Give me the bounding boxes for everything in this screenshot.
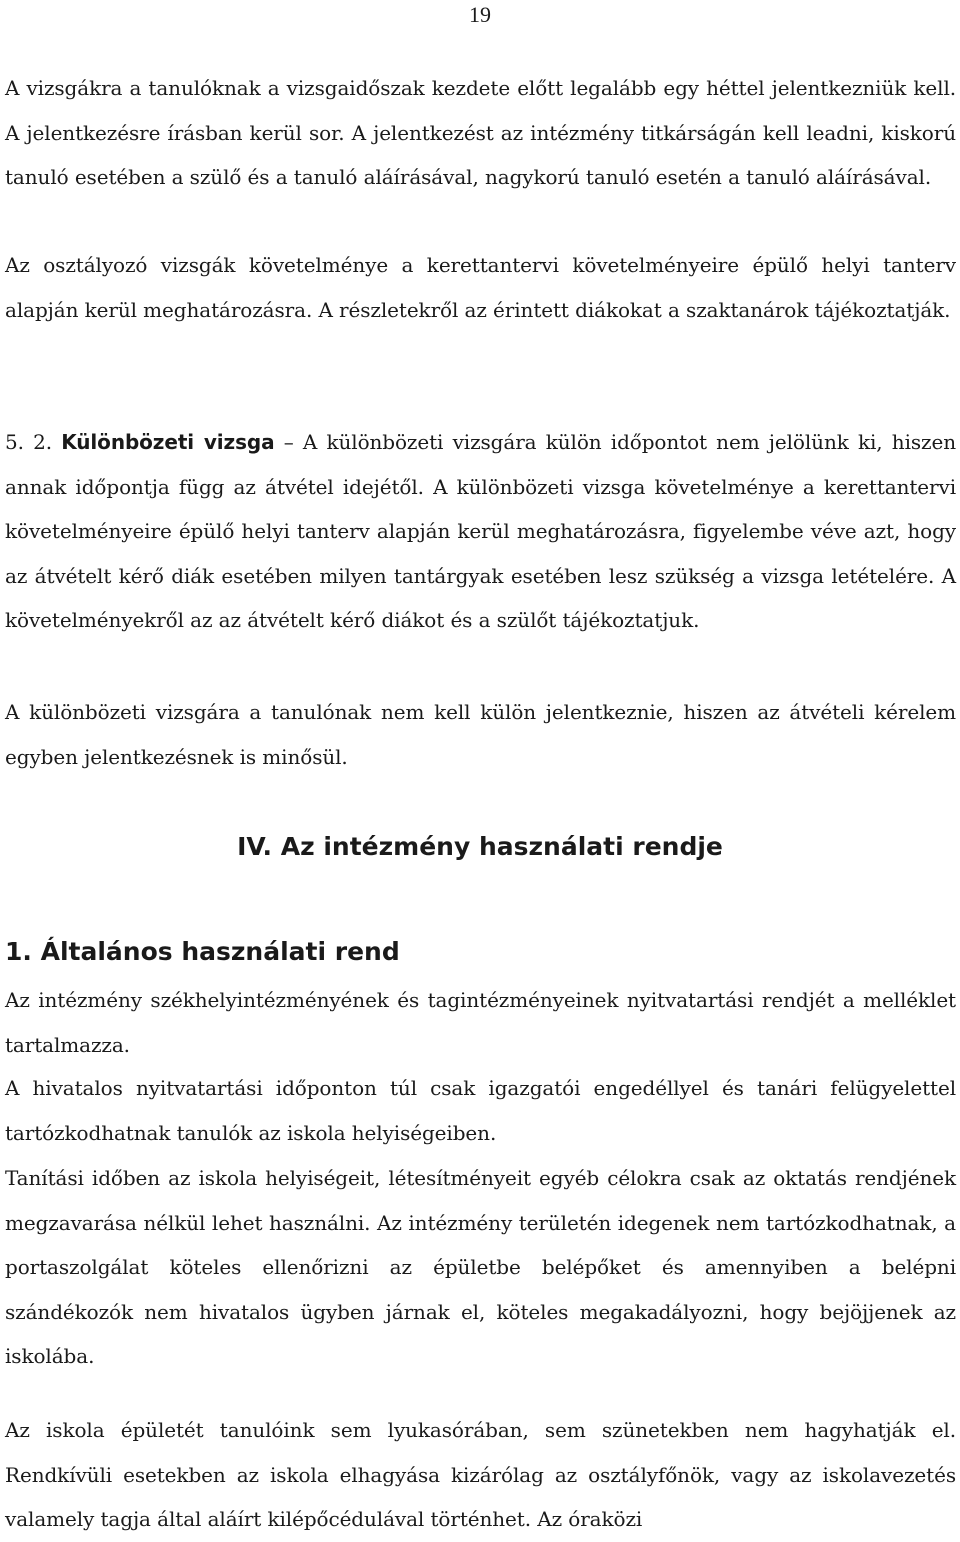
paragraph-text: Tanítási időben az iskola helyiségeit, létesítményeit egyéb célokra csak az oktatás rendjének megzavarása nélkül lehet használni. Az intézmény területén idegenek nem tartózkodhatnak, a portaszolgálat köteles ellenőrizni az épületbe belépőket és amennyiben a belépni szándékozók nem hivatalos ügyben járnak el, köteles megakadályozni, hogy bejöjjenek az iskolába. xyxy=(5,1166,956,1368)
paragraph-text: Az iskola épületét tanulóink sem lyukasórában, sem szünetekben nem hagyhatják el. Rendkívüli esetekben az iskola elhagyása kizárólag az osztályfőnök, vagy az iskolavezetés valamely tagja által aláírt kilépőcédulával történhet. Az óraközi xyxy=(5,1418,956,1531)
section-heading: 1. Általános használati rend xyxy=(5,937,400,966)
paragraph-text: A különbözeti vizsgára a tanulónak nem kell külön jelentkeznie, hiszen az átvételi kérelem egyben jelentkezésnek is minősül. xyxy=(5,700,956,769)
paragraph-difference-exam-registration xyxy=(5,690,956,779)
paragraph-exam-registration xyxy=(5,66,956,200)
chapter-heading: IV. Az intézmény használati rendje xyxy=(237,832,723,861)
page-number: 19 xyxy=(469,2,491,27)
paragraph-difference-exam xyxy=(5,420,956,643)
section-term: Különbözeti vizsga xyxy=(61,430,275,454)
paragraph-text: Az intézmény székhelyintézményének és tagintézményeinek nyitvatartási rendjét a melléklet tartalmazza. xyxy=(5,988,956,1057)
paragraph-text: A hivatalos nyitvatartási időponton túl csak igazgatói engedéllyel és tanári felügyelettel tartózkodhatnak tanulók az iskola helyiségeiben. xyxy=(5,1076,956,1145)
paragraph-classifying-exam xyxy=(5,243,956,332)
paragraph-text: Az osztályozó vizsgák követelménye a kerettantervi követelményeire épülő helyi tanterv alapján kerül meghatározásra. A részletekről az érintett diákokat a szaktanárok tájékoztatják. xyxy=(5,253,956,322)
paragraph-after-hours xyxy=(5,1066,956,1155)
paragraph-premises-use xyxy=(5,1156,956,1379)
paragraph-text: A vizsgákra a tanulóknak a vizsgaidőszak kezdete előtt legalább egy héttel jelentkezniük kell. A jelentkezésre írásban kerül sor. A jelentkezést az intézmény titkárságán kell leadni, kiskorú tanuló esetében a szülő és a tanuló aláírásával, nagykorú tanuló esetén a tanuló aláírásával. xyxy=(5,76,956,189)
paragraph-leaving-building xyxy=(5,1408,956,1542)
paragraph-opening-hours xyxy=(5,978,956,1067)
paragraph-text xyxy=(5,420,956,643)
section-label: 5. 2. xyxy=(5,430,52,454)
paragraph-body: – A különbözeti vizsgára külön időpontot nem jelölünk ki, hiszen annak időpontja függ az átvétel idejétől. A különbözeti vizsga követelménye a kerettantervi követelményeire épülő helyi tanterv alapján kerül meghatározásra, figyelembe véve azt, hogy az átvételt kérő diák esetében milyen tantárgyak esetében lesz szükség a vizsga letételére. A követelményekről az az átvételt kérő diákot és a szülőt tájékoztatjuk. xyxy=(5,430,956,632)
